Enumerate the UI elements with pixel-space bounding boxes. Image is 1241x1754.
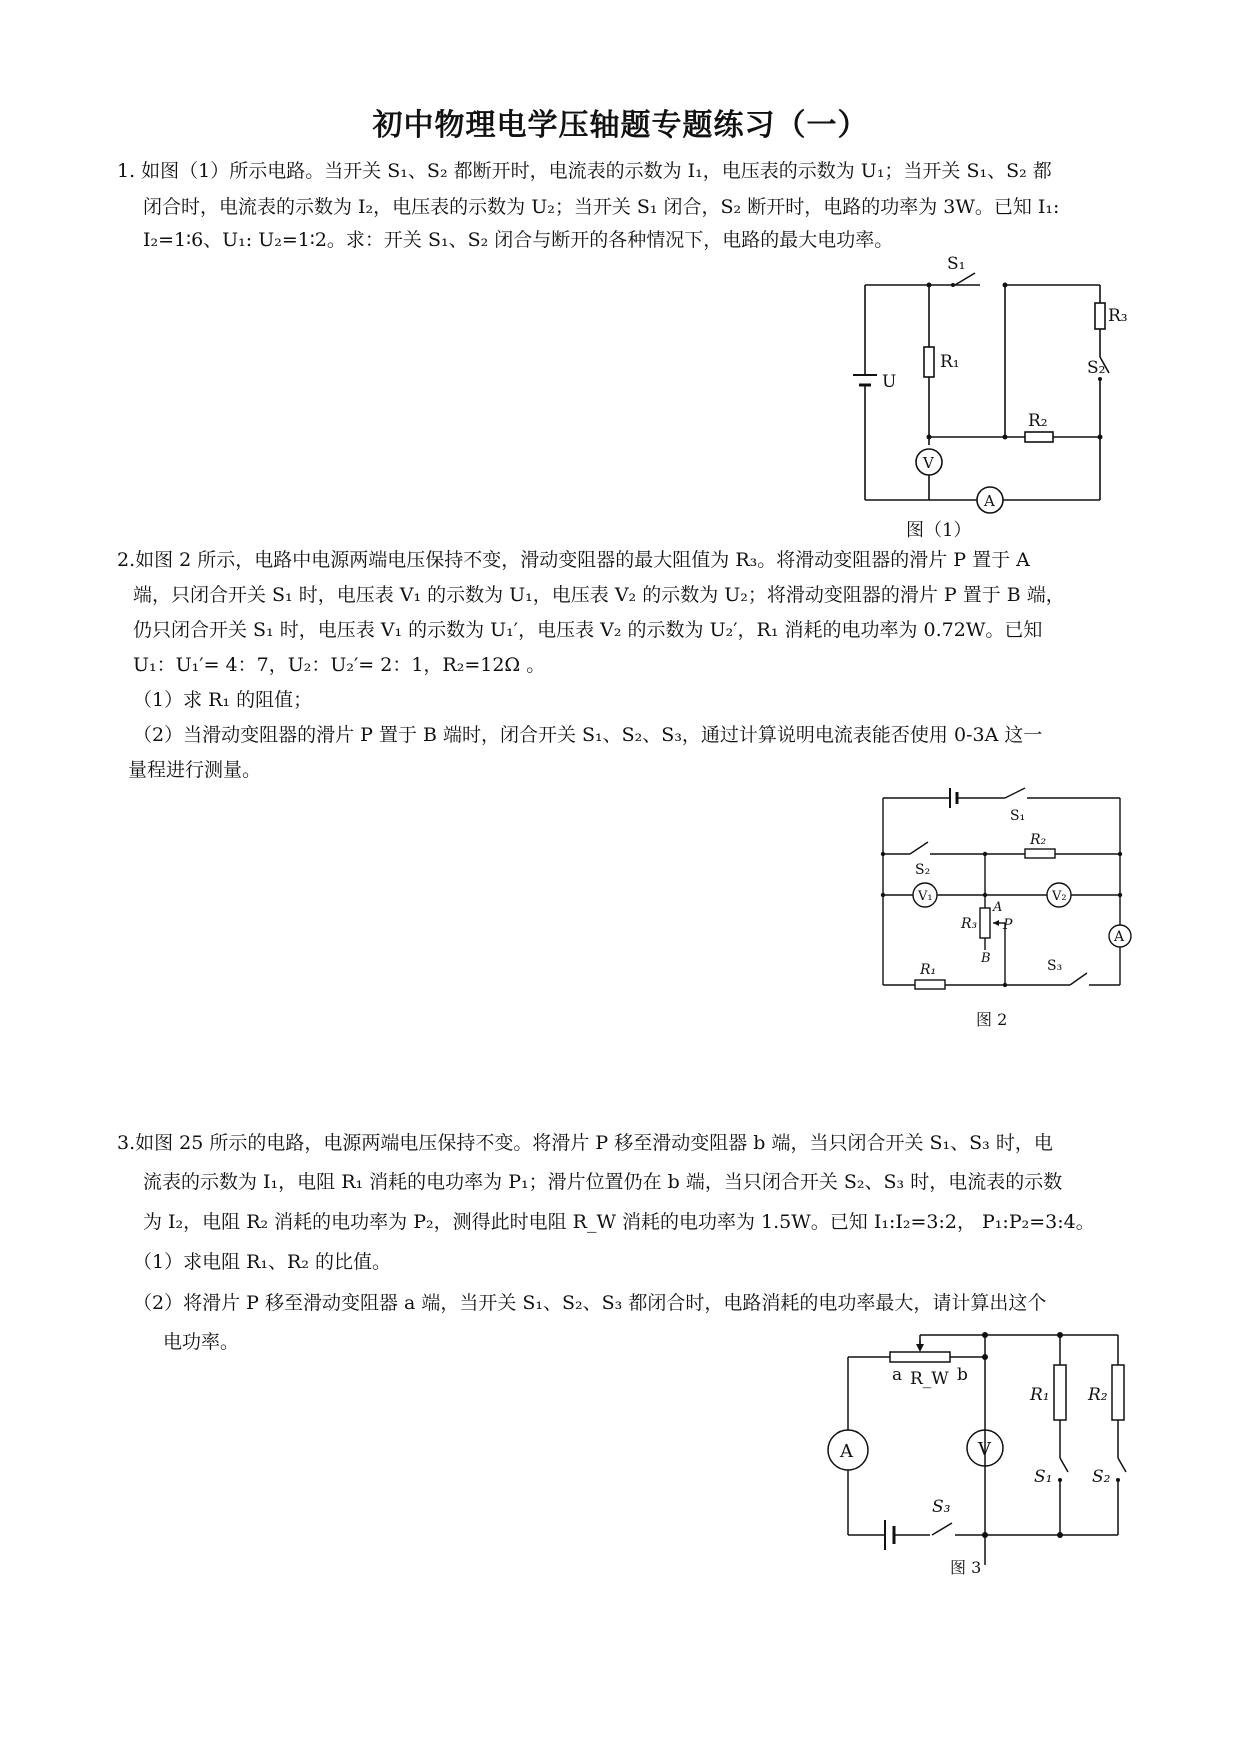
fig3-ammeter-label: A xyxy=(840,1441,853,1462)
fig2-p-label: P xyxy=(1003,917,1013,933)
circuit-figure-3 xyxy=(820,1320,1140,1560)
q3-line-4: （1）求电阻 R₁、R₂ 的比值。 xyxy=(133,1251,392,1273)
q3-line-2: 流表的示数为 I₁，电阻 R₁ 消耗的电功率为 P₁；滑片位置仍在 b 端，当只闭合开关 S₂、S₃ 时，电流表的示数 xyxy=(143,1171,1063,1193)
fig1-r2-label: R₂ xyxy=(1028,411,1048,431)
q3-line-3: 为 I₂，电阻 R₂ 消耗的电功率为 P₂，测得此时电阻 R_W 消耗的电功率为 1.5W。已知 I₁:I₂=3:2， P₁:P₂=3:4。 xyxy=(143,1211,1095,1233)
fig1-r3-label: R₃ xyxy=(1108,306,1128,326)
fig1-s2-label: S₂ xyxy=(1087,358,1106,378)
fig1-s1-label: S₁ xyxy=(947,254,966,274)
fig2-r2-label: R₂ xyxy=(1030,832,1047,848)
fig2-a-end-label: A xyxy=(993,900,1003,915)
figure-2-caption: 图 2 xyxy=(976,1010,1008,1029)
fig3-r2-label: R₂ xyxy=(1088,1385,1108,1405)
fig2-v2-label: V₂ xyxy=(1052,889,1067,904)
circuit-figure-2 xyxy=(875,780,1135,1000)
q2-line-5: （1）求 R₁ 的阻值； xyxy=(133,689,313,711)
fig3-voltmeter-label: V xyxy=(978,1439,991,1460)
q2-line-6: （2）当滑动变阻器的滑片 P 置于 B 端时，闭合开关 S₁、S₂、S₃，通过计算说明电流表能否使用 0-3A 这一 xyxy=(133,724,1043,746)
q2-line-7: 量程进行测量。 xyxy=(128,759,262,781)
fig2-s2-label: S₂ xyxy=(915,862,931,878)
figure-1-caption: 图（1） xyxy=(906,520,972,541)
fig3-a-end-label: a xyxy=(892,1365,903,1385)
q1-line-1: 1. 如图（1）所示电路。当开关 S₁、S₂ 都断开时，电流表的示数为 I₁，电压表的示数为 U₁；当开关 S₁、S₂ 都 xyxy=(117,160,1052,182)
q3-line-1: 3.如图 25 所示的电路，电源两端电压保持不变。将滑片 P 移至滑动变阻器 b 端，当只闭合开关 S₁、S₃ 时，电 xyxy=(117,1132,1053,1154)
fig2-s3-label: S₃ xyxy=(1047,958,1063,974)
fig2-v1-label: V₁ xyxy=(918,889,933,904)
fig3-rw-label: R_W xyxy=(910,1369,949,1389)
circuit-figure-1 xyxy=(855,254,1128,510)
fig1-u-label: U xyxy=(882,372,897,392)
fig1-voltmeter-label: V xyxy=(923,454,934,472)
fig1-r1-label: R₁ xyxy=(940,352,960,372)
fig3-s2-label: S₂ xyxy=(1092,1467,1111,1487)
q1-line-3: I₂=1∶6、U₁: U₂=1∶2。求：开关 S₁、S₂ 闭合与断开的各种情况下，电路的最大电功率。 xyxy=(143,229,894,251)
q2-line-1: 2.如图 2 所示，电路中电源两端电压保持不变，滑动变阻器的最大阻值为 R₃。将滑动变阻器的滑片 P 置于 A xyxy=(117,549,1030,571)
q2-line-3: 仍只闭合开关 S₁ 时，电压表 V₁ 的示数为 U₁′，电压表 V₂ 的示数为 U₂′，R₁ 消耗的电功率为 0.72W。已知 xyxy=(133,619,1043,641)
fig2-ammeter-label: A xyxy=(1114,929,1125,945)
page-title: 初中物理电学压轴题专题练习（一） xyxy=(372,108,869,143)
q3-line-6: 电功率。 xyxy=(163,1331,240,1353)
fig3-s3-label: S₃ xyxy=(932,1497,951,1517)
q3-line-5: （2）将滑片 P 移至滑动变阻器 a 端，当开关 S₁、S₂、S₃ 都闭合时，电路消耗的电功率最大，请计算出这个 xyxy=(133,1292,1047,1314)
fig1-ammeter-label: A xyxy=(984,492,995,510)
figure-3-caption: 图 3 xyxy=(950,1558,982,1577)
fig3-r1-label: R₁ xyxy=(1030,1385,1050,1405)
q2-line-4: U₁：U₁′= 4：7，U₂：U₂′= 2：1，R₂=12Ω 。 xyxy=(133,654,546,676)
fig2-s1-label: S₁ xyxy=(1010,808,1026,824)
q1-line-2: 闭合时，电流表的示数为 I₂，电压表的示数为 U₂；当开关 S₁ 闭合，S₂ 断开时，电路的功率为 3W。已知 I₁: xyxy=(143,196,1060,218)
fig2-r3-label: R₃ xyxy=(961,916,978,932)
fig2-r1-label: R₁ xyxy=(920,962,937,978)
fig3-b-end-label: b xyxy=(957,1365,968,1385)
fig3-s1-label: S₁ xyxy=(1034,1467,1053,1487)
q2-line-2: 端，只闭合开关 S₁ 时，电压表 V₁ 的示数为 U₁，电压表 V₂ 的示数为 U₂；将滑动变阻器的滑片 P 置于 B 端， xyxy=(133,584,1065,606)
fig2-b-end-label: B xyxy=(981,951,991,966)
